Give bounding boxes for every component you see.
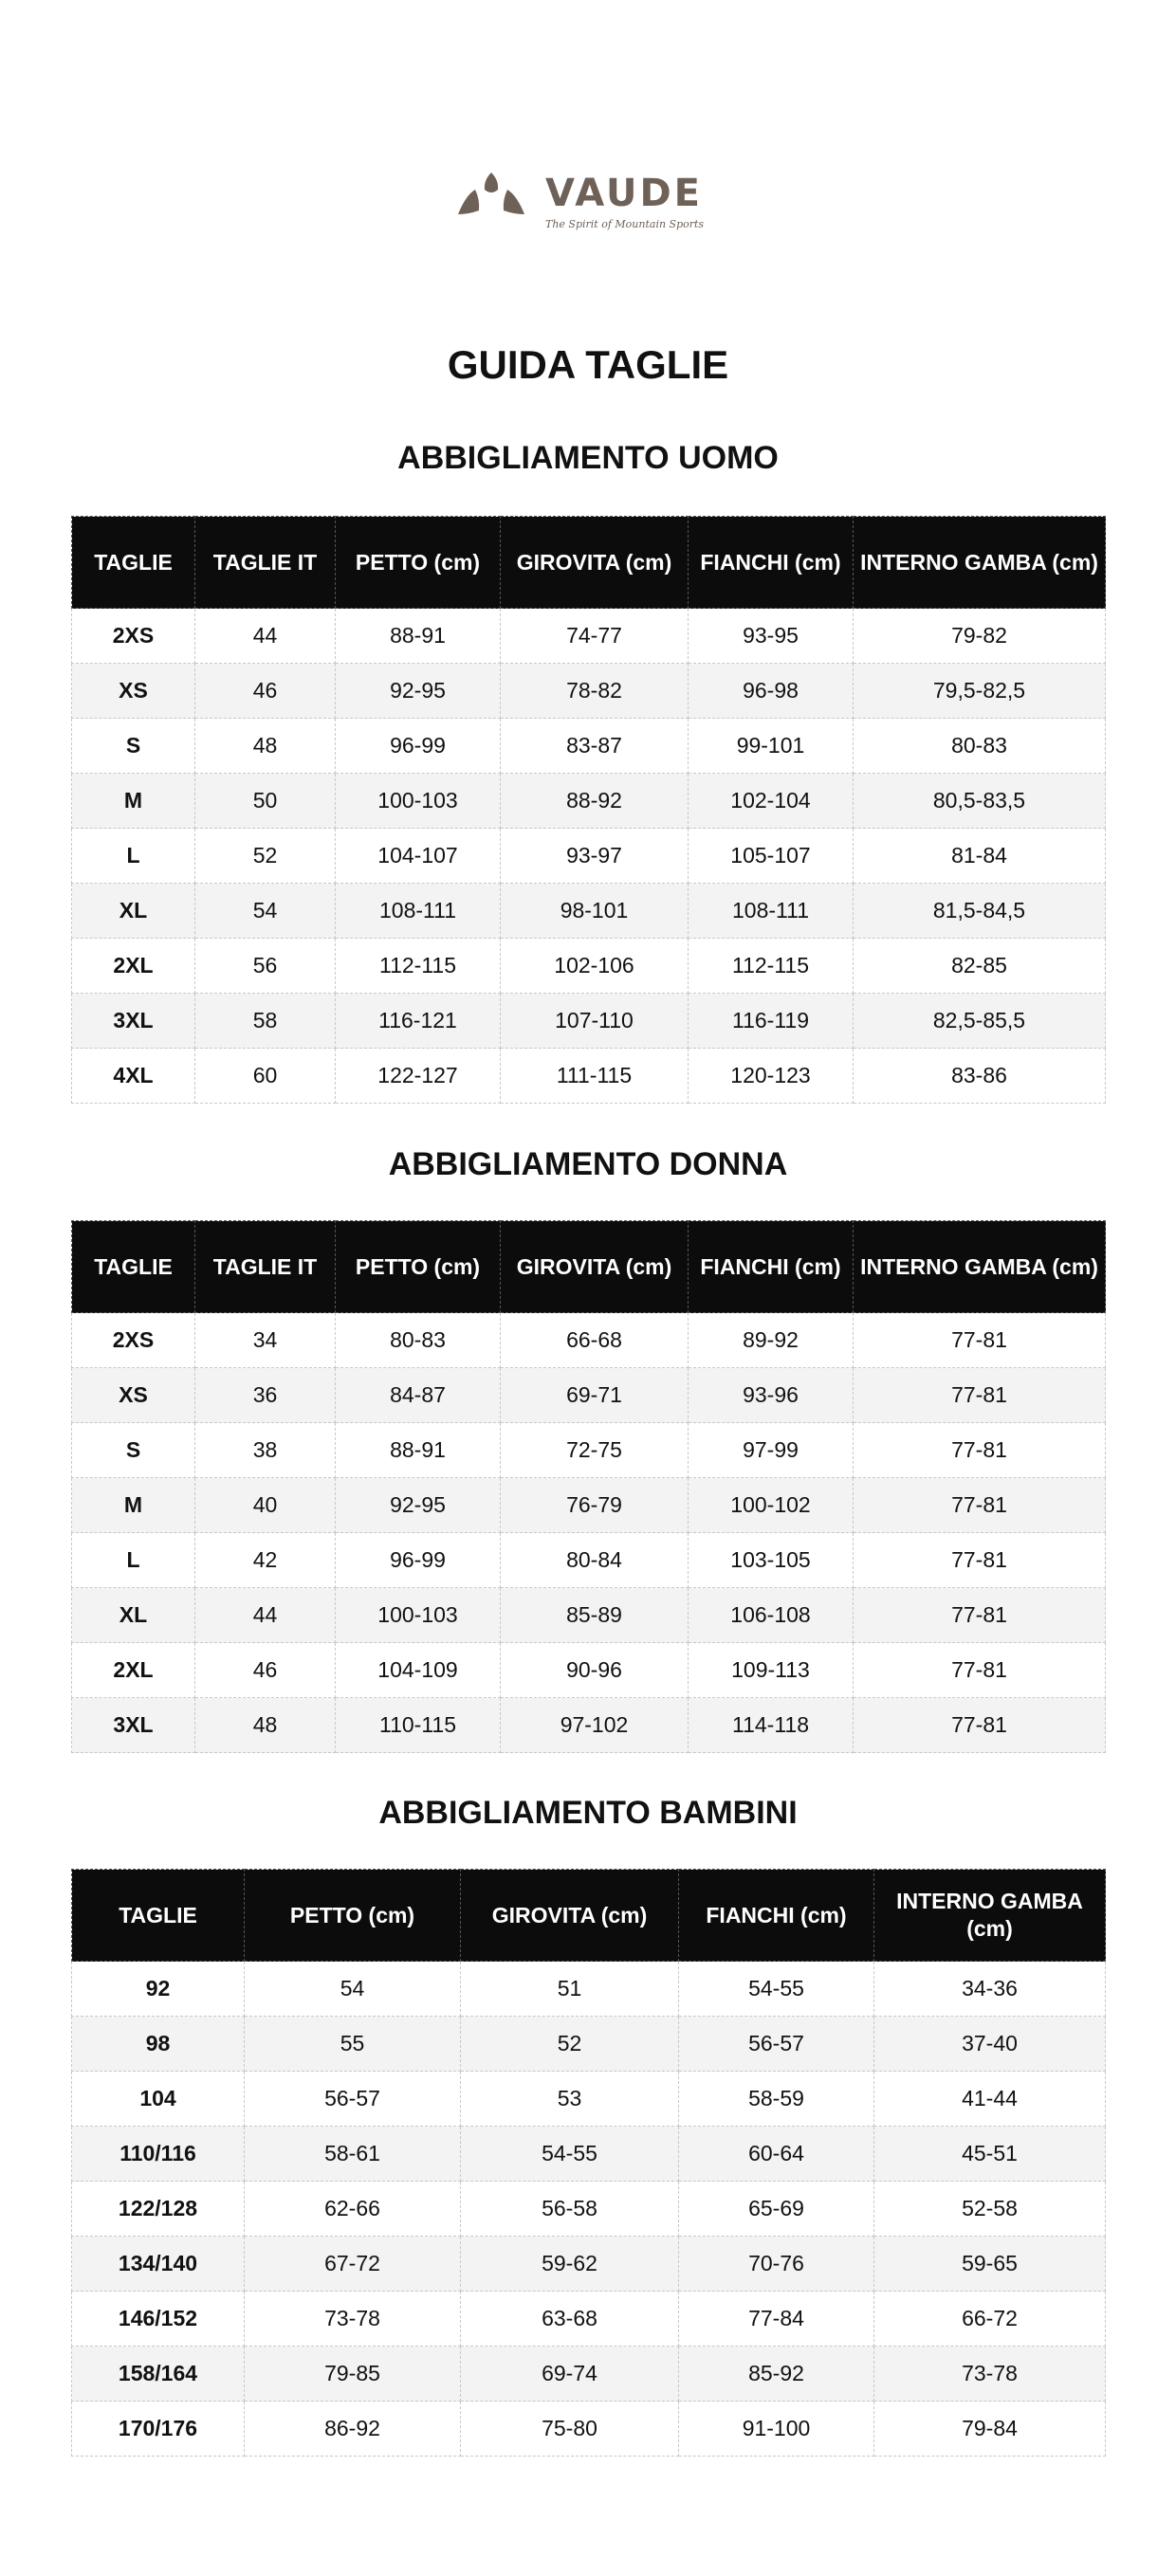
measurement-cell: 69-71 [501,1368,689,1423]
measurement-cell: 98-101 [501,884,689,939]
measurement-cell: 38 [195,1423,336,1478]
section-title-uomo: ABBIGLIAMENTO UOMO [397,440,779,476]
measurement-cell: 56-57 [245,2072,461,2127]
table-row [72,2072,1106,2127]
measurement-cell: 79-85 [245,2347,461,2402]
measurement-cell: 52 [195,829,336,884]
measurement-cell: 77-84 [679,2292,874,2347]
measurement-cell: 59-65 [874,2237,1106,2292]
measurement-cell: 78-82 [501,664,689,719]
measurement-cell: 102-104 [689,774,854,829]
measurement-cell: 50 [195,774,336,829]
measurement-cell: 54-55 [679,1962,874,2017]
size-cell: 134/140 [72,2237,245,2292]
measurement-cell: 51 [461,1962,679,2017]
table-row [72,719,1106,774]
measurement-cell: 122-127 [336,1049,501,1104]
section-title-bambini: ABBIGLIAMENTO BAMBINI [378,1795,798,1831]
measurement-cell: 105-107 [689,829,854,884]
measurement-cell: 79,5-82,5 [854,664,1106,719]
measurement-cell: 92-95 [336,1478,501,1533]
measurement-cell: 103-105 [689,1533,854,1588]
table-row [72,1313,1106,1368]
mountain-logo-icon [458,171,524,216]
measurement-cell: 77-81 [854,1698,1106,1753]
size-cell: 170/176 [72,2402,245,2457]
measurement-cell: 89-92 [689,1313,854,1368]
column-header: GIROVITA (cm) [461,1870,679,1962]
measurement-cell: 44 [195,1588,336,1643]
size-cell: 4XL [72,1049,195,1104]
measurement-cell: 77-81 [854,1423,1106,1478]
table-row [72,2237,1106,2292]
table-row [72,1962,1106,2017]
column-header: INTERNO GAMBA (cm) [874,1870,1106,1962]
measurement-cell: 120-123 [689,1049,854,1104]
measurement-cell: 80,5-83,5 [854,774,1106,829]
measurement-cell: 70-76 [679,2237,874,2292]
measurement-cell: 56-58 [461,2182,679,2237]
size-cell: 158/164 [72,2347,245,2402]
page-title: GUIDA TAGLIE [447,342,729,387]
size-cell: 3XL [72,1698,195,1753]
size-cell: S [72,719,195,774]
measurement-cell: 90-96 [501,1643,689,1698]
measurement-cell: 34-36 [874,1962,1106,2017]
measurement-cell: 62-66 [245,2182,461,2237]
size-cell: XS [72,664,195,719]
measurement-cell: 52 [461,2017,679,2072]
section-title-donna: ABBIGLIAMENTO DONNA [388,1146,788,1182]
table-row [72,2402,1106,2457]
measurement-cell: 114-118 [689,1698,854,1753]
measurement-cell: 46 [195,1643,336,1698]
column-header: TAGLIE [72,517,195,609]
size-cell: 2XL [72,1643,195,1698]
measurement-cell: 96-99 [336,1533,501,1588]
measurement-cell: 97-99 [689,1423,854,1478]
measurement-cell: 106-108 [689,1588,854,1643]
measurement-cell: 40 [195,1478,336,1533]
table-row [72,2017,1106,2072]
size-cell: 2XS [72,1313,195,1368]
vaude-logo [458,171,724,237]
measurement-cell: 102-106 [501,939,689,994]
table-row [72,884,1106,939]
measurement-cell: 65-69 [679,2182,874,2237]
measurement-cell: 77-81 [854,1588,1106,1643]
measurement-cell: 111-115 [501,1049,689,1104]
table-row [72,1478,1106,1533]
measurement-cell: 76-79 [501,1478,689,1533]
measurement-cell: 100-103 [336,774,501,829]
table-row [72,609,1106,664]
table-header-row [72,1870,1106,1962]
measurement-cell: 108-111 [689,884,854,939]
measurement-cell: 80-83 [336,1313,501,1368]
measurement-cell: 107-110 [501,994,689,1049]
measurement-cell: 82-85 [854,939,1106,994]
table-row [72,2182,1106,2237]
measurement-cell: 83-86 [854,1049,1106,1104]
measurement-cell: 82,5-85,5 [854,994,1106,1049]
table-row [72,2292,1106,2347]
size-table-bambini [71,1869,1106,2457]
table-row [72,1588,1106,1643]
size-cell: 2XS [72,609,195,664]
column-header: FIANCHI (cm) [679,1870,874,1962]
table-row [72,1533,1106,1588]
measurement-cell: 80-83 [854,719,1106,774]
measurement-cell: 100-102 [689,1478,854,1533]
measurement-cell: 100-103 [336,1588,501,1643]
measurement-cell: 109-113 [689,1643,854,1698]
measurement-cell: 85-92 [679,2347,874,2402]
measurement-cell: 104-109 [336,1643,501,1698]
table-row [72,994,1106,1049]
measurement-cell: 84-87 [336,1368,501,1423]
measurement-cell: 92-95 [336,664,501,719]
measurement-cell: 48 [195,1698,336,1753]
table-header-row [72,1221,1106,1313]
size-cell: S [72,1423,195,1478]
measurement-cell: 45-51 [874,2127,1106,2182]
table-row [72,774,1106,829]
measurement-cell: 73-78 [245,2292,461,2347]
table-row [72,1423,1106,1478]
measurement-cell: 110-115 [336,1698,501,1753]
measurement-cell: 54 [245,1962,461,2017]
measurement-cell: 59-62 [461,2237,679,2292]
size-cell: L [72,1533,195,1588]
size-cell: M [72,774,195,829]
measurement-cell: 42 [195,1533,336,1588]
size-cell: 122/128 [72,2182,245,2237]
measurement-cell: 46 [195,664,336,719]
measurement-cell: 81,5-84,5 [854,884,1106,939]
table-row [72,664,1106,719]
column-header: GIROVITA (cm) [501,517,689,609]
table-row [72,829,1106,884]
measurement-cell: 112-115 [336,939,501,994]
measurement-cell: 77-81 [854,1533,1106,1588]
brand-tagline: The Spirit of Mountain Sports [545,218,705,230]
size-cell: 146/152 [72,2292,245,2347]
measurement-cell: 108-111 [336,884,501,939]
table-row [72,1368,1106,1423]
measurement-cell: 85-89 [501,1588,689,1643]
size-cell: 92 [72,1962,245,2017]
measurement-cell: 44 [195,609,336,664]
measurement-cell: 37-40 [874,2017,1106,2072]
measurement-cell: 112-115 [689,939,854,994]
column-header: PETTO (cm) [336,1221,501,1313]
measurement-cell: 54 [195,884,336,939]
measurement-cell: 88-91 [336,1423,501,1478]
measurement-cell: 63-68 [461,2292,679,2347]
column-header: FIANCHI (cm) [689,1221,854,1313]
size-table-donna [71,1220,1106,1753]
measurement-cell: 80-84 [501,1533,689,1588]
measurement-cell: 69-74 [461,2347,679,2402]
measurement-cell: 54-55 [461,2127,679,2182]
measurement-cell: 79-82 [854,609,1106,664]
measurement-cell: 34 [195,1313,336,1368]
measurement-cell: 56-57 [679,2017,874,2072]
measurement-cell: 58-61 [245,2127,461,2182]
measurement-cell: 96-98 [689,664,854,719]
measurement-cell: 67-72 [245,2237,461,2292]
measurement-cell: 66-72 [874,2292,1106,2347]
measurement-cell: 93-96 [689,1368,854,1423]
brand-name: VAUDE [545,172,703,215]
measurement-cell: 75-80 [461,2402,679,2457]
table-row [72,1698,1106,1753]
measurement-cell: 83-87 [501,719,689,774]
size-cell: 3XL [72,994,195,1049]
size-cell: 2XL [72,939,195,994]
measurement-cell: 36 [195,1368,336,1423]
measurement-cell: 48 [195,719,336,774]
measurement-cell: 93-95 [689,609,854,664]
measurement-cell: 93-97 [501,829,689,884]
column-header: INTERNO GAMBA (cm) [854,1221,1106,1313]
table-row [72,1643,1106,1698]
measurement-cell: 88-91 [336,609,501,664]
measurement-cell: 116-121 [336,994,501,1049]
measurement-cell: 79-84 [874,2402,1106,2457]
measurement-cell: 116-119 [689,994,854,1049]
size-cell: XS [72,1368,195,1423]
measurement-cell: 52-58 [874,2182,1106,2237]
measurement-cell: 58 [195,994,336,1049]
measurement-cell: 66-68 [501,1313,689,1368]
table-row [72,1049,1106,1104]
measurement-cell: 72-75 [501,1423,689,1478]
size-cell: 98 [72,2017,245,2072]
table-header-row [72,517,1106,609]
measurement-cell: 77-81 [854,1643,1106,1698]
measurement-cell: 58-59 [679,2072,874,2127]
measurement-cell: 74-77 [501,609,689,664]
column-header: FIANCHI (cm) [689,517,854,609]
measurement-cell: 55 [245,2017,461,2072]
measurement-cell: 53 [461,2072,679,2127]
column-header: TAGLIE IT [195,1221,336,1313]
column-header: GIROVITA (cm) [501,1221,689,1313]
table-row [72,2347,1106,2402]
column-header: INTERNO GAMBA (cm) [854,517,1106,609]
table-row [72,939,1106,994]
size-cell: 104 [72,2072,245,2127]
column-header: PETTO (cm) [336,517,501,609]
column-header: TAGLIE IT [195,517,336,609]
measurement-cell: 99-101 [689,719,854,774]
measurement-cell: 86-92 [245,2402,461,2457]
measurement-cell: 60 [195,1049,336,1104]
column-header: PETTO (cm) [245,1870,461,1962]
column-header: TAGLIE [72,1870,245,1962]
measurement-cell: 81-84 [854,829,1106,884]
measurement-cell: 97-102 [501,1698,689,1753]
measurement-cell: 60-64 [679,2127,874,2182]
measurement-cell: 77-81 [854,1368,1106,1423]
measurement-cell: 73-78 [874,2347,1106,2402]
size-cell: L [72,829,195,884]
size-table-uomo [71,516,1106,1104]
measurement-cell: 77-81 [854,1478,1106,1533]
size-cell: XL [72,1588,195,1643]
table-row [72,2127,1106,2182]
measurement-cell: 88-92 [501,774,689,829]
column-header: TAGLIE [72,1221,195,1313]
size-cell: 110/116 [72,2127,245,2182]
size-cell: M [72,1478,195,1533]
measurement-cell: 41-44 [874,2072,1106,2127]
size-cell: XL [72,884,195,939]
measurement-cell: 56 [195,939,336,994]
measurement-cell: 104-107 [336,829,501,884]
measurement-cell: 96-99 [336,719,501,774]
measurement-cell: 77-81 [854,1313,1106,1368]
measurement-cell: 91-100 [679,2402,874,2457]
